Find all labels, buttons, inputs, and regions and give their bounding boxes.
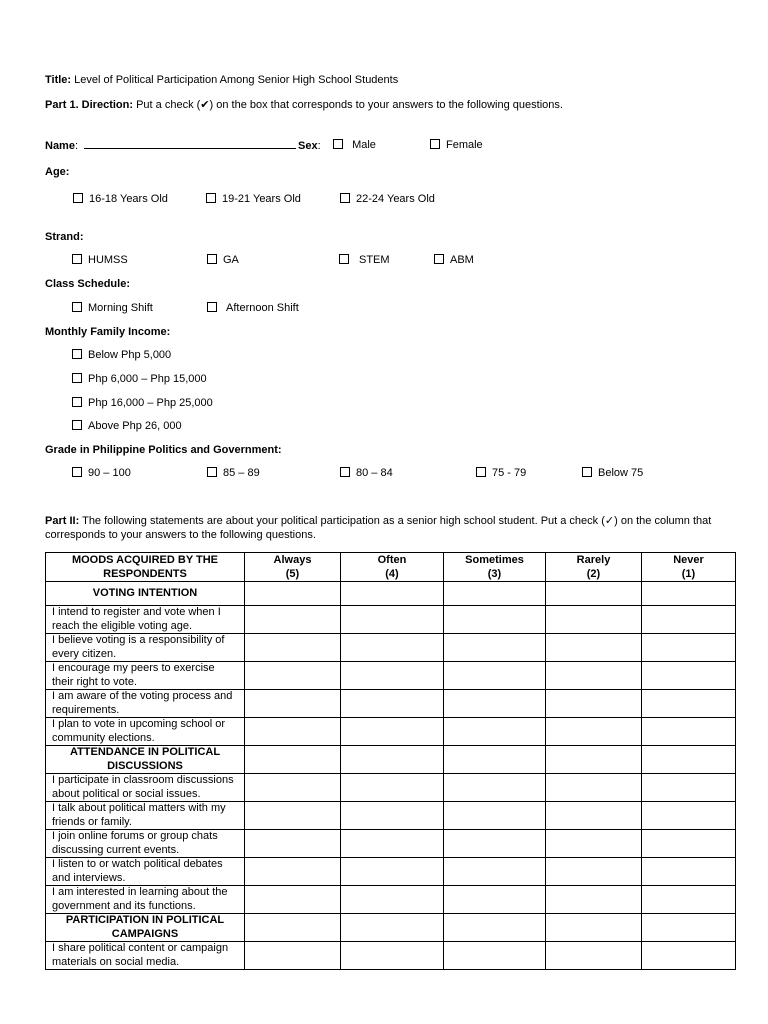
rating-cell-always[interactable] xyxy=(245,774,341,802)
statement-cell: I believe voting is a responsibility of every citizen. xyxy=(46,634,245,662)
statement-cell: I listen to or watch political debates and interviews. xyxy=(46,858,245,886)
rating-cell-often[interactable] xyxy=(341,662,444,690)
rating-cell-rarely[interactable] xyxy=(546,942,642,970)
checkbox[interactable] xyxy=(72,302,82,312)
checkbox[interactable] xyxy=(340,193,350,203)
rating-cell-often[interactable] xyxy=(341,690,444,718)
option-label: 16-18 Years Old xyxy=(89,193,168,205)
option-label: ABM xyxy=(450,254,474,266)
section-empty-cell xyxy=(444,746,546,774)
rating-cell-never[interactable] xyxy=(642,830,736,858)
checkbox[interactable] xyxy=(333,139,343,149)
income-label: Monthly Family Income: xyxy=(45,326,171,338)
checkbox[interactable] xyxy=(434,254,444,264)
option-label: Below 75 xyxy=(598,467,644,479)
checkbox[interactable] xyxy=(73,193,83,203)
rating-cell-never[interactable] xyxy=(642,634,736,662)
part2-text: The following statements are about your political participation as a senior high school student. Put a check (✓) on the column that corresponds to your answers to the following questions. xyxy=(45,515,712,541)
income-option-4[interactable] xyxy=(72,420,182,432)
option-label: HUMSS xyxy=(88,254,128,266)
title-text: Level of Political Participation Among Senior High School Students xyxy=(74,74,399,86)
title-line xyxy=(45,74,398,86)
schedule-label: Class Schedule: xyxy=(45,278,130,290)
rating-cell-never[interactable] xyxy=(642,942,736,970)
statement-cell: I share political content or campaign materials on social media. xyxy=(46,942,245,970)
checkbox[interactable] xyxy=(72,420,82,430)
section-empty-cell xyxy=(341,914,444,942)
rating-cell-often[interactable] xyxy=(341,858,444,886)
option-label: Php 16,000 – Php 25,000 xyxy=(88,397,213,409)
option-label: Male xyxy=(352,139,376,151)
table-row xyxy=(46,690,736,718)
rating-cell-sometimes[interactable] xyxy=(444,606,546,634)
rating-cell-often[interactable] xyxy=(341,606,444,634)
checkbox[interactable] xyxy=(206,193,216,203)
table-row xyxy=(46,718,736,746)
section-empty-cell xyxy=(245,914,341,942)
age-option-22-24[interactable] xyxy=(340,193,435,205)
table-row xyxy=(46,606,736,634)
rating-cell-often[interactable] xyxy=(341,830,444,858)
rating-cell-often[interactable] xyxy=(341,634,444,662)
section-empty-cell xyxy=(245,746,341,774)
grade-option-85-89[interactable] xyxy=(207,467,260,479)
survey-table xyxy=(45,552,736,970)
rating-cell-sometimes[interactable] xyxy=(444,774,546,802)
header-rarely: Rarely (2) xyxy=(546,553,642,582)
rating-cell-sometimes[interactable] xyxy=(444,690,546,718)
table-row xyxy=(46,634,736,662)
grade-label: Grade in Philippine Politics and Government: xyxy=(45,444,282,456)
rating-cell-always[interactable] xyxy=(245,690,341,718)
rating-cell-rarely[interactable] xyxy=(546,774,642,802)
table-row xyxy=(46,858,736,886)
sex-label: Sex xyxy=(298,140,318,152)
part2-direction xyxy=(45,515,725,542)
section-row xyxy=(46,746,736,774)
checkbox[interactable] xyxy=(72,349,82,359)
option-label: Below Php 5,000 xyxy=(88,349,172,361)
title-label: Title: xyxy=(45,74,72,86)
income-option-3[interactable] xyxy=(72,397,213,409)
rating-cell-always[interactable] xyxy=(245,942,341,970)
section-empty-cell xyxy=(642,914,736,942)
rating-cell-rarely[interactable] xyxy=(546,830,642,858)
rating-cell-never[interactable] xyxy=(642,858,736,886)
schedule-option-afternoon[interactable] xyxy=(207,302,299,314)
rating-cell-rarely[interactable] xyxy=(546,886,642,914)
rating-cell-never[interactable] xyxy=(642,886,736,914)
section-empty-cell xyxy=(546,746,642,774)
part1-direction xyxy=(45,98,563,111)
rating-cell-never[interactable] xyxy=(642,774,736,802)
age-option-19-21[interactable] xyxy=(206,193,301,205)
income-option-2[interactable] xyxy=(72,373,207,385)
strand-option-humss[interactable] xyxy=(72,254,128,266)
option-label: 90 – 100 xyxy=(88,467,131,479)
rating-cell-sometimes[interactable] xyxy=(444,830,546,858)
table-header-row xyxy=(46,553,736,582)
section-empty-cell xyxy=(642,582,736,606)
checkbox[interactable] xyxy=(340,467,350,477)
option-label: Php 6,000 – Php 15,000 xyxy=(88,373,207,385)
table-row xyxy=(46,830,736,858)
rating-cell-rarely[interactable] xyxy=(546,662,642,690)
option-label: GA xyxy=(223,254,239,266)
rating-cell-rarely[interactable] xyxy=(546,606,642,634)
checkbox[interactable] xyxy=(72,467,82,477)
rating-cell-often[interactable] xyxy=(341,942,444,970)
grade-option-90-100[interactable] xyxy=(72,467,131,479)
name-field[interactable] xyxy=(84,139,296,149)
grade-option-below-75[interactable] xyxy=(582,467,643,479)
rating-cell-sometimes[interactable] xyxy=(444,634,546,662)
table-row xyxy=(46,942,736,970)
rating-cell-sometimes[interactable] xyxy=(444,802,546,830)
section-title: VOTING INTENTION xyxy=(46,582,245,606)
checkbox[interactable] xyxy=(476,467,486,477)
rating-cell-sometimes[interactable] xyxy=(444,942,546,970)
table-row xyxy=(46,774,736,802)
section-row xyxy=(46,914,736,942)
rating-cell-always[interactable] xyxy=(245,802,341,830)
section-empty-cell xyxy=(341,746,444,774)
section-row xyxy=(46,582,736,606)
option-label: Morning Shift xyxy=(88,302,153,314)
strand-option-abm[interactable] xyxy=(434,254,474,266)
rating-cell-rarely[interactable] xyxy=(546,718,642,746)
option-label: Afternoon Shift xyxy=(226,302,299,314)
rating-cell-rarely[interactable] xyxy=(546,858,642,886)
statement-cell: I am interested in learning about the government and its functions. xyxy=(46,886,245,914)
section-empty-cell xyxy=(546,914,642,942)
section-title: ATTENDANCE IN POLITICAL DISCUSSIONS xyxy=(46,746,245,774)
part1-text: Put a check (✔) on the box that corresponds to your answers to the following questions. xyxy=(136,99,563,111)
section-title: PARTICIPATION IN POLITICAL CAMPAIGNS xyxy=(46,914,245,942)
sex-option-male[interactable] xyxy=(333,139,376,151)
option-label: STEM xyxy=(359,254,390,266)
checkbox[interactable] xyxy=(430,139,440,149)
rating-cell-always[interactable] xyxy=(245,858,341,886)
rating-cell-often[interactable] xyxy=(341,802,444,830)
section-empty-cell xyxy=(546,582,642,606)
rating-cell-often[interactable] xyxy=(341,886,444,914)
rating-cell-always[interactable] xyxy=(245,662,341,690)
rating-cell-always[interactable] xyxy=(245,606,341,634)
header-always: Always (5) xyxy=(245,553,341,582)
rating-cell-sometimes[interactable] xyxy=(444,886,546,914)
rating-cell-often[interactable] xyxy=(341,774,444,802)
option-label: 22-24 Years Old xyxy=(356,193,435,205)
option-label: Female xyxy=(446,139,483,151)
checkbox[interactable] xyxy=(207,302,217,312)
section-empty-cell xyxy=(444,582,546,606)
part2-label: Part II: xyxy=(45,515,80,527)
checkbox[interactable] xyxy=(72,397,82,407)
checkbox[interactable] xyxy=(207,254,217,264)
statement-cell: I plan to vote in upcoming school or community elections. xyxy=(46,718,245,746)
rating-cell-sometimes[interactable] xyxy=(444,662,546,690)
part1-label: Part 1. Direction: xyxy=(45,99,134,111)
table-row xyxy=(46,802,736,830)
table-row xyxy=(46,886,736,914)
rating-cell-often[interactable] xyxy=(341,718,444,746)
rating-cell-never[interactable] xyxy=(642,718,736,746)
age-label: Age: xyxy=(45,166,70,178)
rating-cell-never[interactable] xyxy=(642,662,736,690)
income-option-1[interactable] xyxy=(72,349,171,361)
rating-cell-rarely[interactable] xyxy=(546,634,642,662)
age-option-16-18[interactable] xyxy=(73,193,168,205)
statement-cell: I encourage my peers to exercise their right to vote. xyxy=(46,662,245,690)
rating-cell-always[interactable] xyxy=(245,634,341,662)
rating-cell-never[interactable] xyxy=(642,606,736,634)
statement-cell: I participate in classroom discussions about political or social issues. xyxy=(46,774,245,802)
schedule-option-morning[interactable] xyxy=(72,302,153,314)
rating-cell-always[interactable] xyxy=(245,718,341,746)
option-label: 75 - 79 xyxy=(492,467,527,479)
section-empty-cell xyxy=(245,582,341,606)
section-empty-cell xyxy=(642,746,736,774)
rating-cell-always[interactable] xyxy=(245,830,341,858)
name-label: Name xyxy=(45,140,75,152)
option-label: 85 – 89 xyxy=(223,467,260,479)
statement-cell: I am aware of the voting process and requirements. xyxy=(46,690,245,718)
table-row xyxy=(46,662,736,690)
sex-option-female[interactable] xyxy=(430,139,483,151)
section-empty-cell xyxy=(444,914,546,942)
checkbox[interactable] xyxy=(582,467,592,477)
checkbox[interactable] xyxy=(72,373,82,383)
header-moods: MOODS ACQUIRED BY THE RESPONDENTS xyxy=(46,553,245,582)
statement-cell: I intend to register and vote when I reach the eligible voting age. xyxy=(46,606,245,634)
header-never: Never (1) xyxy=(642,553,736,582)
checkbox[interactable] xyxy=(72,254,82,264)
header-sometimes: Sometimes (3) xyxy=(444,553,546,582)
rating-cell-rarely[interactable] xyxy=(546,802,642,830)
rating-cell-sometimes[interactable] xyxy=(444,858,546,886)
grade-option-75-79[interactable] xyxy=(476,467,526,479)
header-often: Often (4) xyxy=(341,553,444,582)
statement-cell: I talk about political matters with my friends or family. xyxy=(46,802,245,830)
strand-option-ga[interactable] xyxy=(207,254,239,266)
checkbox[interactable] xyxy=(339,254,349,264)
rating-cell-sometimes[interactable] xyxy=(444,718,546,746)
option-label: 19-21 Years Old xyxy=(222,193,301,205)
option-label: 80 – 84 xyxy=(356,467,393,479)
rating-cell-never[interactable] xyxy=(642,690,736,718)
option-label: Above Php 26, 000 xyxy=(88,420,182,432)
rating-cell-rarely[interactable] xyxy=(546,690,642,718)
grade-option-80-84[interactable] xyxy=(340,467,393,479)
section-empty-cell xyxy=(341,582,444,606)
rating-cell-always[interactable] xyxy=(245,886,341,914)
statement-cell: I join online forums or group chats discussing current events. xyxy=(46,830,245,858)
strand-option-stem[interactable] xyxy=(339,254,390,266)
checkbox[interactable] xyxy=(207,467,217,477)
strand-label: Strand: xyxy=(45,231,84,243)
name-row: Name: Sex: xyxy=(45,140,321,152)
rating-cell-never[interactable] xyxy=(642,802,736,830)
